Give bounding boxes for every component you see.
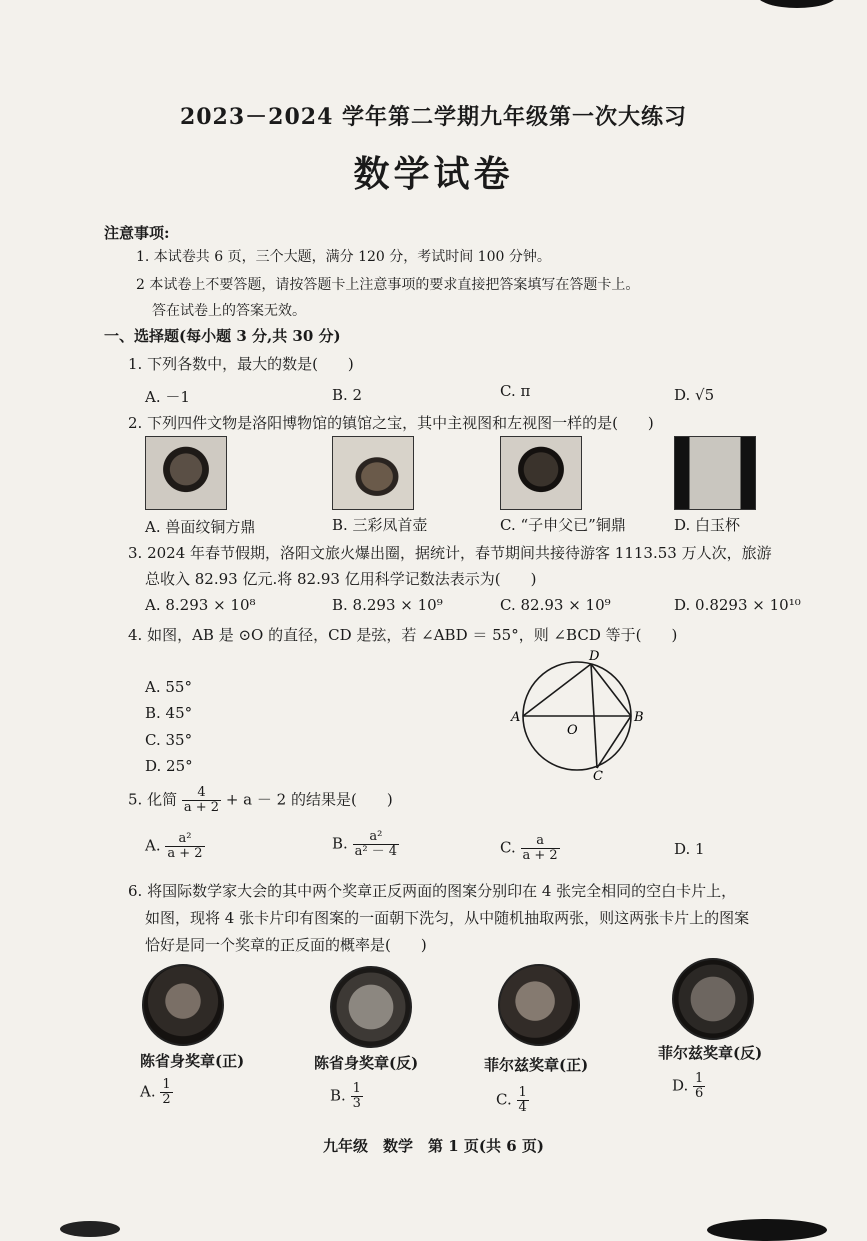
fraction-denominator: 4 [518,1100,527,1115]
option-a [140,1078,173,1107]
fraction-numerator: a² [353,830,400,845]
option-d: D. 0.8293 × 10¹⁰ [674,596,801,614]
medal-caption: 陈省身奖章(正) [140,1052,245,1070]
medal-caption: 菲尔兹奖章(反) [658,1044,763,1062]
q5-fraction [182,786,221,815]
question-stem: 2. 下列四件文物是洛阳博物馆的镇馆之宝，其中主视图和左视图一样的是( ) [128,414,654,432]
option-c [500,834,560,863]
fraction-denominator: a + 2 [522,848,558,863]
note-item: 1. 本试卷共 6 页，三个大题，满分 120 分，考试时间 100 分钟。 [136,249,551,265]
scan-smudge [60,1221,120,1237]
medal-chern-back [330,966,412,1048]
fraction-denominator: 3 [352,1096,361,1111]
option-fraction [693,1072,705,1101]
option-b: B. 2 [332,386,363,404]
option-c: C. 35° [145,731,193,749]
fraction-denominator: 6 [695,1086,704,1101]
label-b: B [634,710,644,725]
scan-smudge [757,0,837,8]
option-letter: D. [674,840,691,858]
option-a [145,832,205,861]
option-a: A. 兽面纹铜方鼎 [145,518,256,536]
page-footer: 九年级 数学 第 1 页(共 6 页) [323,1137,544,1155]
option-letter: C. [500,838,516,857]
fraction-denominator: 2 [162,1092,171,1107]
artifact-photo-bronze-fang-ding [145,436,227,510]
option-letter: A. [145,836,161,855]
option-b: B. 45° [145,704,193,722]
option-c: C. “子申父已”铜鼎 [500,516,626,534]
option-d [672,1072,705,1101]
option-a: A. －1 [145,388,190,406]
medal-fields-back [672,958,754,1040]
fraction-numerator: a² [165,832,204,847]
chord-bc [597,716,631,768]
question-stem: 总收入 82.93 亿元.将 82.93 亿用科学记数法表示为( ) [145,570,537,588]
question-stem: 1. 下列各数中，最大的数是( ) [128,355,354,373]
option-c: C. π [500,382,531,400]
question-stem: 如图，现将 4 张卡片印有图案的一面朝下洗匀，从中随机抽取两张，则这两张卡片上的图案 [145,909,750,927]
option-letter: B. [332,834,348,853]
question-stem: 4. 如图，AB 是 ⊙O 的直径，CD 是弦，若 ∠ABD ＝ 55°，则 ∠BCD 等于( ) [128,626,678,644]
option-c [496,1086,529,1115]
fraction-numerator: 1 [518,1085,527,1100]
q5-suffix: + a － 2 的结果是( ) [225,790,393,809]
option-fraction [521,834,560,863]
artifact-photo-phoenix-pot [332,436,414,510]
option-fraction [517,1086,529,1115]
medal-caption: 菲尔兹奖章(正) [484,1056,589,1074]
label-a: A [511,710,521,725]
label-d: D [589,649,600,664]
chord-ad [523,664,591,716]
option-letter: C. [496,1090,512,1109]
option-d [674,840,705,858]
question-stem: 恰好是同一个奖章的正反面的概率是( ) [145,936,427,954]
medal-caption: 陈省身奖章(反) [314,1054,419,1072]
label-o: O [567,723,578,738]
option-value: 1 [695,840,705,858]
fraction-denominator: a² － 4 [354,844,398,859]
q5-prefix: 5. 化简 [128,790,178,809]
note-item: 答在试卷上的答案无效。 [152,303,306,319]
option-a: A. 8.293 × 10⁸ [145,596,256,614]
fraction-numerator: 1 [162,1077,171,1092]
fraction-numerator: 1 [352,1081,361,1096]
option-b: B. 8.293 × 10⁹ [332,596,443,614]
option-fraction [165,832,204,861]
option-fraction [160,1078,172,1107]
subject-title: 数学试卷 [353,153,514,195]
option-fraction [351,1082,363,1111]
artifact-photo-jade-cup [674,436,756,510]
option-b: B. 三彩凤首壶 [332,516,428,534]
option-fraction [353,830,400,859]
note-item: 2 本试卷上不要答题，请按答题卡上注意事项的要求直接把答案填写在答题卡上。 [136,277,640,293]
exam-title: 2023－2024 学年第二学期九年级第一次大练习 [179,104,688,130]
notes-heading: 注意事项: [104,224,170,242]
option-c: C. 82.93 × 10⁹ [500,596,611,614]
question-stem: 6. 将国际数学家大会的其中两个奖章正反两面的图案分别印在 4 张完全相同的空白卡片上， [128,882,737,900]
option-d: D. √5 [674,386,715,404]
option-letter: B. [330,1086,346,1105]
option-letter: A. [140,1082,156,1101]
option-d: D. 25° [145,757,193,775]
option-b [332,830,399,859]
scan-smudge [707,1219,827,1241]
label-c: C [593,769,603,784]
option-letter: D. [672,1076,689,1095]
fraction-numerator: 1 [695,1071,704,1086]
option-b [330,1082,363,1111]
option-a: A. 55° [145,678,192,696]
question-stem [128,786,393,815]
artifact-photo-bronze-ding [500,436,582,510]
medal-fields-front [498,964,580,1046]
fraction-numerator: 4 [182,786,221,801]
option-d: D. 白玉杯 [674,516,741,534]
section-heading: 一、选择题(每小题 3 分,共 30 分) [104,327,341,345]
circle-diagram [505,646,655,786]
fraction-denominator: a + 2 [167,846,203,861]
fraction-denominator: a + 2 [183,800,220,815]
medal-chern-front [142,964,224,1046]
fraction-numerator: a [521,834,560,849]
question-stem: 3. 2024 年春节假期，洛阳文旅火爆出圈，据统计，春节期间共接待游客 1113.53 万人次，旅游 [128,544,772,562]
